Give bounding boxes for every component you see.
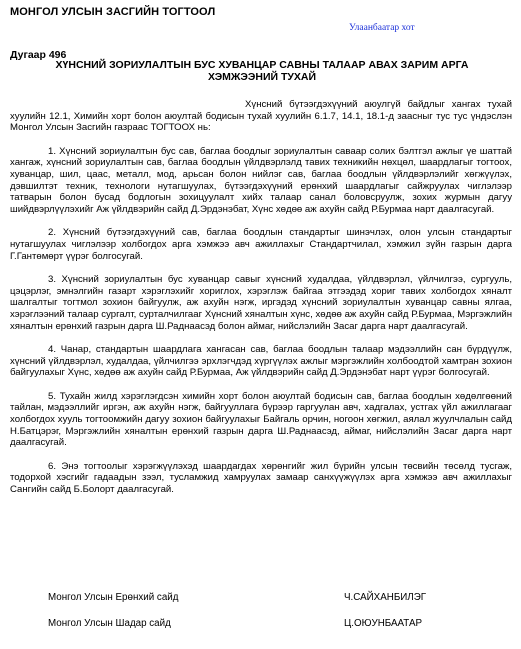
article-4: 4. Чанар, стандартын шаардлага хангасан сав, баглаа боодлын талаар мэдээллийн сан бүрдүүлж, хүнсний үйлдвэрлэл, худалдаа, үйлчилгээ эрхлэгчдэд хүргүүлэх ажлыг мэргэжлийн холбоодтой хамтран зохион байгуулахыг Хүнс, хөдөө аж ахуйн сайд Р.Бурмаа, Аж үйлдвэрийн сайд Д.Эрдэнэбат нарт үүрэг болгосугай. <box>10 344 512 379</box>
article-2: 2. Хүнсний бүтээгдэхүүний сав, баглаа боодлын стандартыг шинэчлэх, олон улсын стандартыг нутагшуулах чиглэлээр холбогдох арга хэмжээ авч ажиллахыг Стандартчилал, хэмжил зүйн газрын дарга Г.Гантөмөрт үүрэг болгосугай. <box>10 227 512 262</box>
signature-name-deputy-pm: Ц.ОЮУНБААТАР <box>344 618 423 629</box>
intro-paragraph: Хүнсний бүтээгдэхүүний аюулгүй байдлыг хангах тухай хуулийн 12.1, Химийн хорт болон аюултай бодисын тухай хуулийн 6.1.7, 14.1, 18.1-д заасныг тус тус үндэслэн Монгол Улсын Засгийн газраас ТОГТООХ нь: <box>10 99 512 134</box>
signature-title-deputy-pm: Монгол Улсын Шадар сайд <box>48 618 171 629</box>
article-1: 1. Хүнсний зориулалтын бус сав, баглаа боодлыг зориулалтын саваар солих бэлтгэл ажлыг үе шаттай хангаж, хүнсний зориулалтын сав, баглаа боодлын үйлдвэрлэлд тавих техникийн нөхцөл, шаардлагыг тогтоох, хуванцар, шил, цаас, металл, мод, арьсан болон нийлэг сав, баглаа боодлын үйлдвэрлэлийг хөгжүүлэх, дэвшилтэт техник, технологи нутагшуулах, бүтээгдэхүүний ерөнхий шаардлагыг сайжруулах чиглэлээр татварын болон бусад бодлогын зохицуулалт хийх талаар санал боловсруулж, зохих журмын дагуу шийдвэрлүүлэхийг Аж үйлдвэрийн сайд Д.Эрдэнэбат, Хүнс хөдөө аж ахуйн сайд Р.Бурмаа нарт даалгасугай. <box>10 145 512 215</box>
decree-number: Дугаар 496 <box>10 49 67 61</box>
decree-body <box>10 99 512 508</box>
article-6: 6. Энэ тогтоолыг хэрэгжүүлэхэд шаардагдах хөрөнгийг жил бүрийн улсын төсвийн төсөлд тусгаж, тодорхой хэсгийг гадаадын зээл, тусламжид хамруулах замаар санхүүжүүлэх арга хэмжээ авч ажиллахыг Сангийн сайд Б.Болорт даалгасугай. <box>10 460 512 496</box>
location-label: Улаанбаатар хот <box>349 23 415 33</box>
signature-title-prime-minister: Монгол Улсын Ерөнхий сайд <box>48 592 179 603</box>
signature-name-prime-minister: Ч.САЙХАНБИЛЭГ <box>344 592 427 603</box>
article-5: 5. Тухайн жилд хэрэглэгдсэн химийн хорт болон аюултай бодисын сав, баглаа боодлын хөдөлгөөний тайлан, мэдээллийг иргэн, аж ахуйн нэгж, байгууллага бүрээр гаргуулан авч, хадгалах, устгах үйл ажиллагааг холбогдох хууль тогтоомжийн дагуу зохион байгуулахыг Байгаль орчин, ногоон хөгжил, аялал жуулчлалын сайд Н.Батцэрэг, Мэргэжлийн хяналтын ерөнхий газрын дарга Ш.Раднаасэд, аймаг, нийслэлийн Засаг дарга нарт даалгасугай. <box>10 390 512 449</box>
article-3: 3. Хүнсний зориулалтын бус хуванцар савыг хүнсний худалдаа, үйлдвэрлэл, үйлчилгээ, сургууль, цэцэрлэг, эмнэлгийн газарт хэрэглэхийг хориглох, хэрэглэж байгаа этгээдэд хориг тавих холбогдох хяналт шалгалтыг тогтмол зохион байгуулж, аж ахуйн нэгж, иргэдэд хүнсний зориулалтын хуванцар савны ялгаа, хэрэглээний талаар сургалт, сурталчилгааг Хүнсний хяналтын хүнс, хөдөө аж ахуйн сайд Р.Бурмаа, Мэргэжлийн хяналтын ерөнхий газрын дарга Ш.Раднаасэд болон аймаг, нийслэлийн Засаг дарга нарт даалгасугай. <box>10 274 512 332</box>
government-resolution-header: МОНГОЛ УЛСЫН ЗАСГИЙН ТОГТООЛ <box>10 6 216 18</box>
decree-title: ХҮНСНИЙ ЗОРИУЛАЛТЫН БУС ХУВАНЦАР САВНЫ ТАЛААР АВАХ ЗАРИМ АРГА ХЭМЖЭЭНИЙ ТУХАЙ <box>55 59 469 83</box>
